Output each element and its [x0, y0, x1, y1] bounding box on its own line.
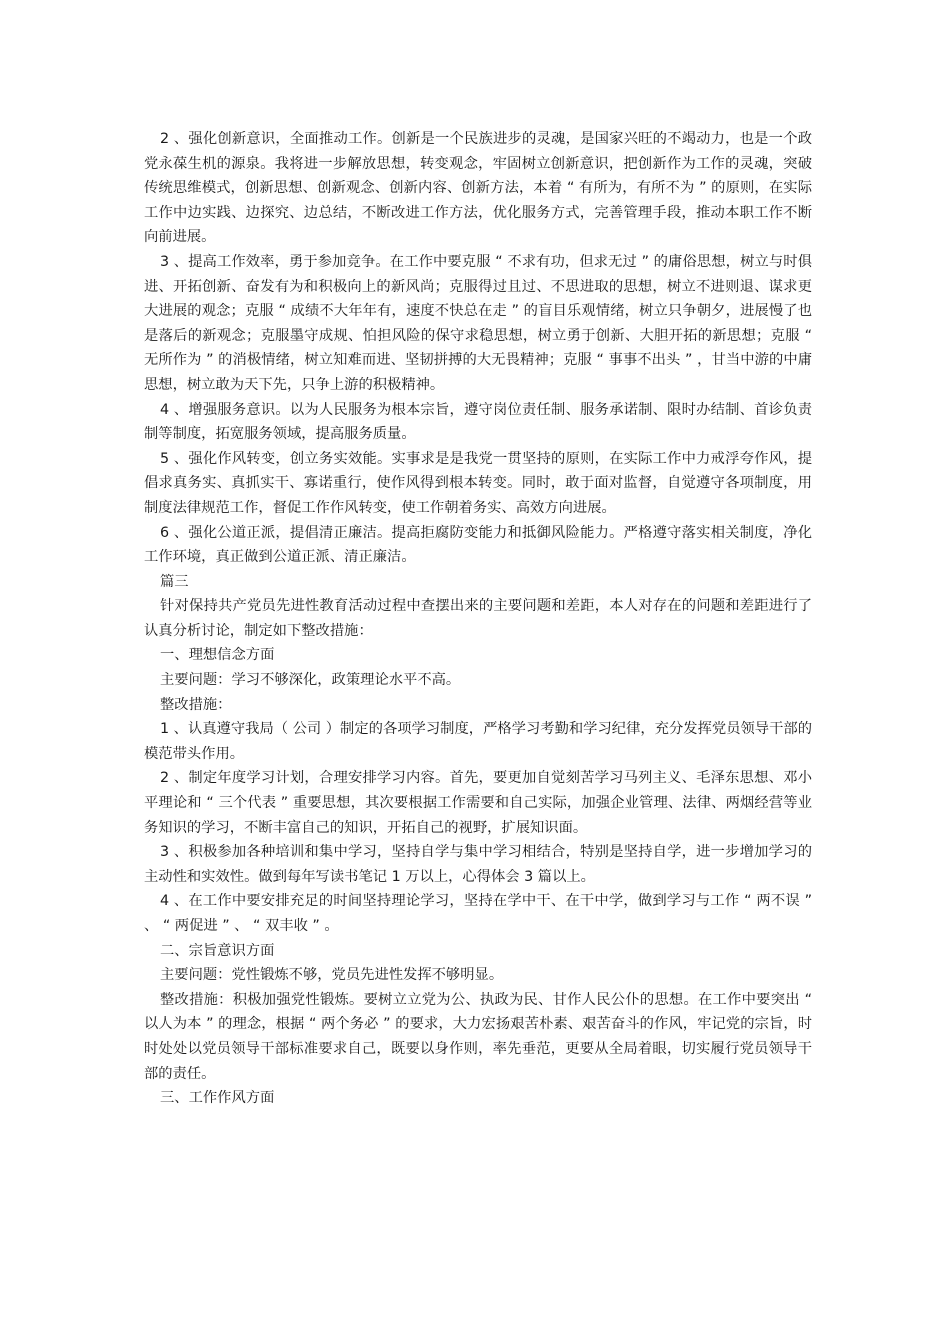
- paragraph-measure-4: 4 、在工作中要安排充足的时间坚持理论学习，坚持在学中干、在干中学，做到学习与工作 “ 两不误 ” 、 “ 两促进 ” 、 “ 双丰收 ” 。: [144, 893, 812, 934]
- paragraph-measures-label: 整改措施：: [160, 696, 232, 713]
- paragraph-measure-2: 2 、制定年度学习计划，合理安排学习内容。首先，要更加自觉刻苦学习马列主义、毛泽东思想、邓小平理论和 “ 三个代表 ” 重要思想，其次要根据工作需要和自己实际，加强企业管理、法律、两烟经营等业务知识的学习，不断丰富自己的知识，开拓自己的视野，扩展知识面。: [144, 770, 812, 836]
- paragraph-service: 4 、增强服务意识。以为人民服务为根本宗旨，遵守岗位责任制、服务承诺制、限时办结制、首诊负责制等制度，拓宽服务领域，提高服务质量。: [144, 401, 812, 443]
- paragraph-efficiency: 3 、提高工作效率，勇于参加竞争。在工作中要克服 “ 不求有功，但求无过 ” 的庸俗思想，树立与时俱进、开拓创新、奋发有为和积极向上的新风尚；克服得过且过、不思进取的思想，树立不进则退、谋求更大进展的观念；克服 “ 成绩不大年年有，速度不快总在走 ” 的盲目乐观情绪，树立只争朝夕，进展慢了也是落后的新观念；克服墨守成规、怕担风险的保守求稳思想，树立勇于创新、大胆开拓的新思想；克服 “ 无所作为 ” 的消极情绪，树立知难而进、坚韧拼搏的大无畏精神；克服 “ 事事不出头 ” ，甘当中游的中庸思想，树立敢为天下先，只争上游的积极精神。: [144, 253, 812, 393]
- paragraph-integrity: 6 、强化公道正派，提倡清正廉洁。提高拒腐防变能力和抵御风险能力。严格遵守落实相关制度，净化工作环境，真正做到公道正派、清正廉洁。: [144, 524, 812, 566]
- paragraph-innovation: 2 、强化创新意识，全面推动工作。创新是一个民族进步的灵魂，是国家兴旺的不竭动力，也是一个政党永葆生机的源泉。我将进一步解放思想，转变观念，牢固树立创新意识，把创新作为工作的灵魂，突破传统思维模式，创新思想、创新观念、创新内容、创新方法，本着 “ 有所为，有所不为 ” 的原则，在实际工作中边实践、边探究、边总结，不断改进工作方法，优化服务方式，完善管理手段，推动本职工作不断向前进展。: [144, 131, 812, 246]
- paragraph-measure-3: 3 、积极参加各种培训和集中学习，坚持自学与集中学习相结合，特别是坚持自学，进一步增加学习的主动性和实效性。做到每年写读书笔记 1 万以上，心得体会 3 篇以上。: [144, 844, 812, 885]
- paragraph-party-measures: 整改措施：积极加强党性锻炼。要树立立党为公、执政为民、甘作人民公仆的思想。在工作中要突出 “ 以人为本 ” 的理念，根据 “ 两个务必 ” 的要求，大力宏扬艰苦朴素、艰苦奋斗的作风，牢记党的宗旨，时时处处以党员领导干部标准要求自己，既要以身作则，率先垂范，更要从全局着眼，切实履行党员领导干部的责任。: [144, 991, 812, 1082]
- paragraph-main-problem-2: 主要问题：党性锻炼不够，党员先进性发挥不够明显。: [160, 967, 504, 984]
- paragraph-measure-1: 1 、认真遵守我局（ 公司 ）制定的各项学习制度，严格学习考勤和学习纪律，充分发挥党员领导干部的模范带头作用。: [144, 721, 812, 762]
- section-heading-part-three: 篇三: [160, 573, 189, 590]
- paragraph-main-problem-1: 主要问题：学习不够深化，政策理论水平不高。: [160, 672, 461, 689]
- heading-ideals-beliefs: 一、理想信念方面: [160, 647, 275, 664]
- paragraph-intro: 针对保持共产党员先进性教育活动过程中查摆出来的主要问题和差距，本人对存在的问题和差距进行了认真分析讨论，制定如下整改措施：: [144, 598, 812, 639]
- heading-work-style: 三、工作作风方面: [160, 1090, 275, 1107]
- paragraph-work-style: 5 、强化作风转变，创立务实效能。实事求是是我党一贯坚持的原则，在实际工作中力戒浮夸作风，提倡求真务实、真抓实干、寡诺重行，使作风得到根本转变。同时，敢于面对监督，自觉遵守各项制度，用制度法律规范工作，督促工作作风转变，使工作朝着务实、高效方向进展。: [144, 450, 812, 516]
- document-page: [144, 127, 812, 1111]
- heading-purpose-awareness: 二、宗旨意识方面: [160, 942, 275, 959]
